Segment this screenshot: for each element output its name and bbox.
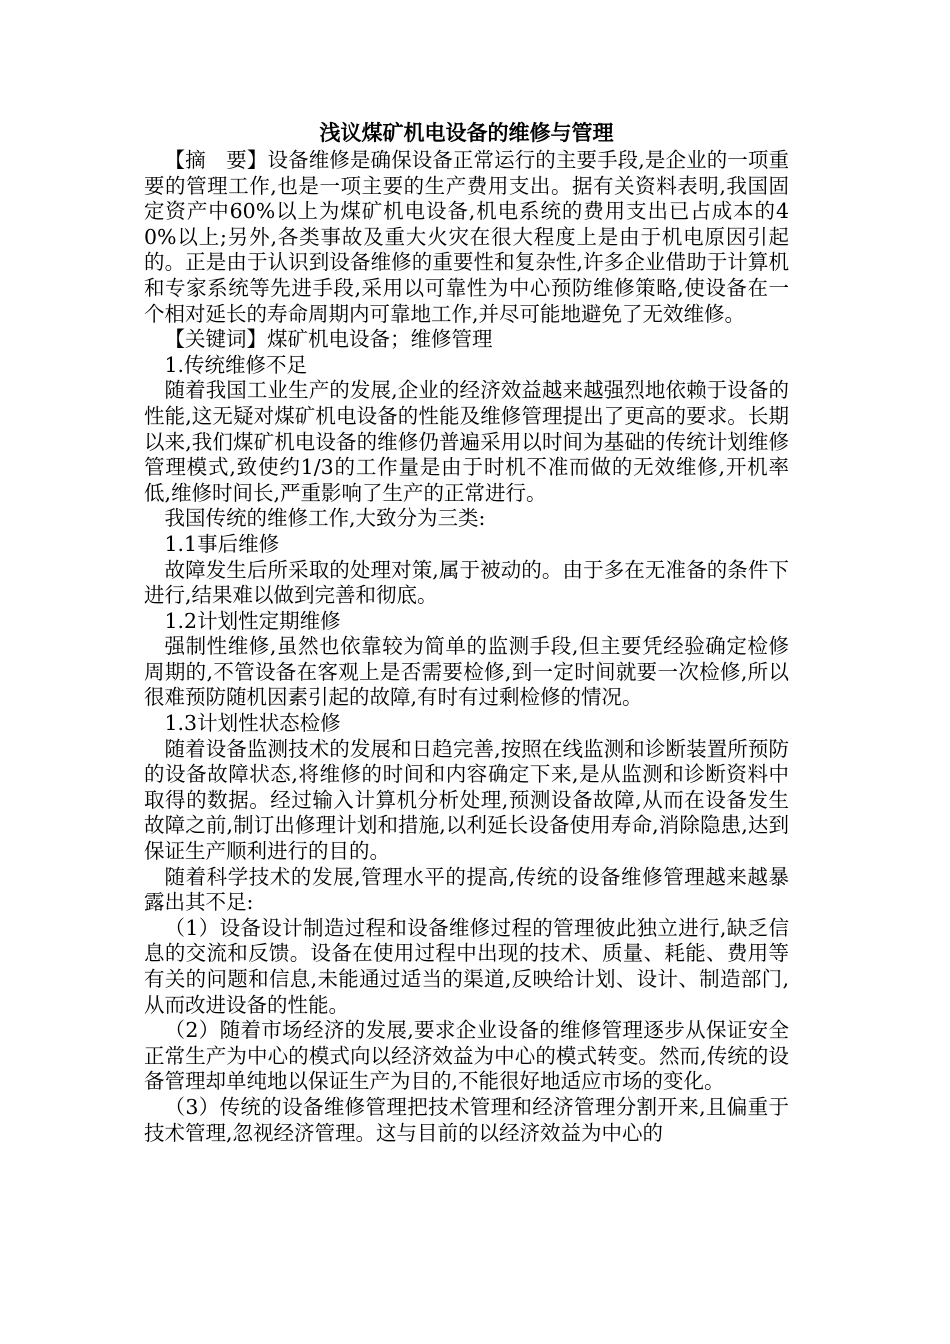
subsection-heading-1-2: 1.2计划性定期维修	[164, 608, 341, 633]
document-page	[144, 119, 789, 1146]
deficiency-point-3: （3）传统的设备维修管理把技术管理和经济管理分割开来,且偏重于技术管理,忽视经济管理。这与目前的以经济效益为中心的	[144, 1094, 789, 1145]
section-heading-1: 1.传统维修不足	[164, 352, 308, 377]
subsection-1-1-text: 故障发生后所采取的处理对策,属于被动的。由于多在无准备的条件下进行,结果难以做到完善和彻底。	[144, 557, 789, 608]
subsection-1-3-text: 随着设备监测技术的发展和日趋完善,按照在线监测和诊断装置所预防的设备故障状态,将维修的时间和内容确定下来,是从监测和诊断资料中取得的数据。经过输入计算机分析处理,预测设备故障,从而在设备发生故障之前,制订出修理计划和措施,以利延长设备使用寿命,消除隐患,达到保证生产顺利进行的目的。	[144, 736, 789, 864]
deficiency-intro-paragraph: 随着科学技术的发展,管理水平的提高,传统的设备维修管理越来越暴露出其不足:	[144, 864, 789, 915]
section1-paragraph-1: 随着我国工业生产的发展,企业的经济效益越来越强烈地依赖于设备的性能,这无疑对煤矿机电设备的性能及维修管理提出了更高的要求。长期以来,我们煤矿机电设备的维修仍普遍采用以时间为基础的传统计划维修管理模式,致使约1/3的工作量是由于时机不准而做的无效维修,开机率低,维修时间长,严重影响了生产的正常进行。	[144, 378, 789, 505]
subsection-heading-1-3: 1.3计划性状态检修	[164, 711, 341, 736]
document-title: 浅议煤矿机电设备的维修与管理	[319, 121, 614, 145]
section1-paragraph-2: 我国传统的维修工作,大致分为三类:	[164, 506, 486, 531]
keywords-line: 【关键词】煤矿机电设备；维修管理	[164, 327, 493, 352]
abstract-paragraph: 【摘 要】设备维修是确保设备正常运行的主要手段,是企业的一项重要的管理工作,也是一项主要的生产费用支出。据有关资料表明,我国固定资产中60%以上为煤矿机电设备,机电系统的费用支出已占成本的40%以上;另外,各类事故及重大火灾在很大程度上是由于机电原因引起的。正是由于认识到设备维修的重要性和复杂性,许多企业借助于计算机和专家系统等先进手段,采用以可靠性为中心预防维修策略,使设备在一个相对延长的寿命周期内可靠地工作,并尽可能地避免了无效维修。	[144, 148, 789, 326]
deficiency-point-1: （1）设备设计制造过程和设备维修过程的管理彼此独立进行,缺乏信息的交流和反馈。设备在使用过程中出现的技术、质量、耗能、费用等有关的问题和信息,未能通过适当的渠道,反映给计划、设计、制造部门,从而改进设备的性能。	[144, 915, 789, 1017]
subsection-heading-1-1: 1.1事后维修	[164, 531, 280, 556]
subsection-1-2-text: 强制性维修,虽然也依靠较为简单的监测手段,但主要凭经验确定检修周期的,不管设备在客观上是否需要检修,到一定时间就要一次检修,所以很难预防随机因素引起的故障,有时有过剩检修的情况。	[144, 634, 789, 710]
deficiency-point-2: （2）随着市场经济的发展,要求企业设备的维修管理逐步从保证安全正常生产为中心的模式向以经济效益为中心的模式转变。然而,传统的设备管理却单纯地以保证生产为目的,不能很好地适应市场的变化。	[144, 1018, 789, 1094]
